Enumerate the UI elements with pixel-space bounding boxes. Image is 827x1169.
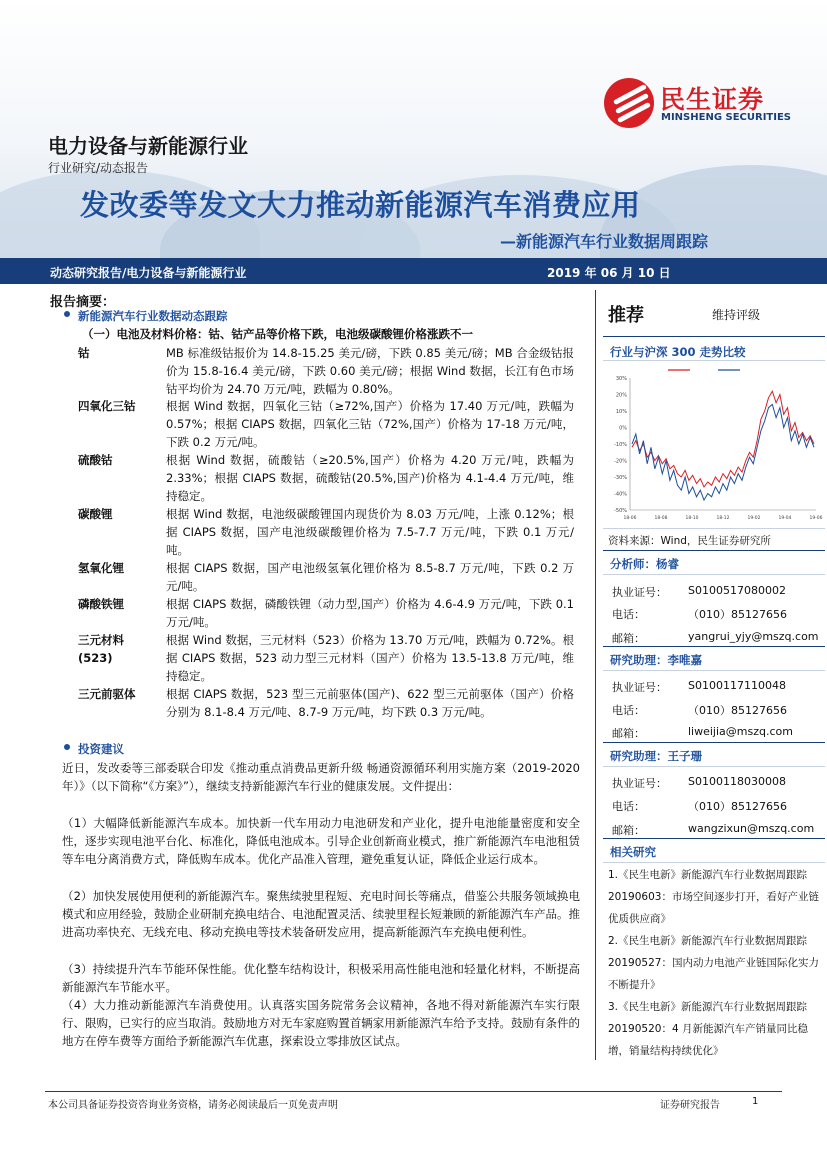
- assistant-email-link[interactable]: liweijia@mszq.com: [688, 725, 793, 738]
- price-item-desc: 根据 CIAPS 数据，523 型三元前驱体(国产)、622 型三元前驱体（国产）价格分别为 8.1-8.4 万元/吨、8.7-9 万元/吨，均下跌 0.3 万元/吨。: [166, 687, 574, 720]
- y-tick-label: 10%: [615, 409, 627, 415]
- y-tick-label: -30%: [614, 475, 627, 481]
- price-item-desc: MB 标准级钴报价为 14.8-15.25 美元/磅，下跌 0.85 美元/磅；MB 合金级钴报价为 15.8-16.4 美元/磅，下跌 0.60 美元/磅；根据 Wind 数据，长江有色市场钴平均价为 24.70 万元/吨，跌幅为 0.80%。: [166, 346, 574, 397]
- trend-chart: [606, 360, 824, 525]
- divider: [603, 550, 825, 551]
- logo-chinese-text: 民生证券: [660, 85, 765, 114]
- price-item-desc: 根据 Wind 数据，硫酸钴（≥20.5%,国产）价格为 4.20 万元/吨，跌幅为 2.33%；根据 CIAPS 数据，硫酸钴(20.5%,国产)价格为 4.1-4.4 万元/吨，维持稳定。: [166, 453, 574, 504]
- page-title: 发改委等发文大力推动新能源汽车消费应用: [80, 188, 641, 222]
- x-axis: [623, 515, 822, 521]
- x-tick-label: 18-08: [654, 516, 668, 521]
- assistant-key: 执业证号：: [612, 681, 667, 694]
- industry-title: 电力设备与新能源行业: [48, 134, 248, 158]
- related-heading: 相关研究: [610, 845, 656, 859]
- assistant-key: 电话：: [612, 800, 645, 813]
- price-item-name: 磷酸铁锂: [78, 597, 124, 611]
- price-item-desc: 根据 Wind 数据，三元材料（523）价格为 13.70 万元/吨，跌幅为 0.72%。根据 CIAPS 数据，523 动力型三元材料（国产）价格为 13.5-13.8 万元/吨，维持稳定。: [166, 633, 574, 684]
- body-paragraph: （2）加快发展使用便利的新能源汽车。聚焦续驶里程短、充电时间长等痛点，借鉴公共服务领域换电模式和应用经验，鼓励企业研制充换电结合、电池配置灵活、续驶里程长短兼顾的新能源汽车产品。推进高功率快充、无线充电、移动充换电等技术装备研发应用，提高新能源汽车充换电便利性。: [62, 889, 580, 940]
- page-number: 1: [752, 1096, 759, 1107]
- banner-category: 动态研究报告/电力设备与新能源行业: [50, 266, 247, 280]
- logo-english-text: MINSHENG SECURITIES: [661, 112, 791, 123]
- chart-source: 资料来源：Wind，民生证券研究所: [608, 535, 771, 547]
- price-item-name: 钴: [78, 346, 90, 360]
- price-item-name: 硫酸钴: [78, 453, 113, 467]
- price-item-name: 四氧化三钴: [78, 399, 136, 413]
- analyst-email-link[interactable]: yangrui_yjy@mszq.com: [688, 630, 819, 643]
- y-tick-label: -10%: [614, 442, 627, 448]
- analyst-key: 邮箱：: [612, 632, 645, 645]
- price-item-name: 三元前驱体: [78, 687, 136, 701]
- divider: [603, 528, 825, 529]
- divider: [603, 336, 825, 337]
- analyst-license: S0100517080002: [688, 584, 786, 597]
- analyst-key: 执业证号：: [612, 586, 667, 599]
- divider: [603, 646, 825, 647]
- y-tick-label: -50%: [614, 508, 627, 514]
- price-item-name: 氢氧化锂: [78, 561, 124, 575]
- divider: [603, 838, 825, 839]
- price-item-name: 三元材料(523): [78, 633, 124, 665]
- related-report-link[interactable]: 2.《民生电新》新能源汽车行业数据周跟踪 20190527：国内动力电池产业链国际化实力不断提升》: [608, 935, 819, 991]
- price-item-desc: 根据 Wind 数据，电池级碳酸锂国内现货价为 8.03 万元/吨，上涨 0.12%；根据 CIAPS 数据，国产电池级碳酸锂价格为 7.5-7.7 万元/吨，下跌 0.1 万元/吨。: [166, 507, 574, 558]
- assistant-heading: 研究助理：李唯嘉: [610, 653, 702, 667]
- report-type: 行业研究/动态报告: [48, 161, 149, 175]
- price-item-desc: 根据 CIAPS 数据，磷酸铁锂（动力型,国产）价格为 4.6-4.9 万元/吨，下跌 0.1 万元/吨。: [166, 597, 574, 630]
- assistant-email-link[interactable]: wangzixun@mszq.com: [688, 822, 815, 835]
- y-tick-label: 30%: [615, 376, 627, 382]
- assistant-key: 执业证号：: [612, 777, 667, 790]
- rating-value: 维持评级: [712, 308, 761, 322]
- analyst-key: 电话：: [612, 608, 645, 621]
- divider: [603, 862, 825, 863]
- analyst-phone: （010）85127656: [688, 608, 787, 621]
- footer-label: 证券研究报告: [660, 1100, 720, 1111]
- related-report-link[interactable]: 3.《民生电新》新能源汽车行业数据周跟踪 20190520：4 月新能源汽车产销量同比稳增，销量结构持续优化》: [608, 1001, 808, 1057]
- divider: [603, 766, 825, 767]
- column-divider: [595, 290, 596, 1060]
- x-tick-label: 19-04: [778, 516, 792, 521]
- x-tick-label: 19-02: [747, 516, 761, 521]
- y-tick-label: -20%: [614, 458, 627, 465]
- price-item-name: 碳酸锂: [78, 507, 113, 521]
- series-line: [632, 404, 814, 500]
- body-paragraph: （3）持续提升汽车节能环保性能。优化整车结构设计，积极采用高性能电池和轻量化材料，不断提高新能源汽车节能水平。: [62, 962, 580, 995]
- x-tick-label: 18-06: [623, 516, 637, 521]
- chart-heading: 行业与沪深 300 走势比较: [610, 345, 746, 359]
- assistant-phone: （010）85127656: [688, 704, 787, 717]
- logo-mark-icon: [604, 78, 654, 128]
- assistant-license: S0100117110048: [688, 679, 786, 692]
- series-line: [632, 391, 814, 487]
- analyst-heading: 分析师：杨睿: [610, 557, 679, 571]
- rating-title: 推荐: [608, 305, 644, 326]
- bullet-icon: [64, 311, 70, 317]
- body-paragraph: （1）大幅降低新能源汽车成本。加快新一代车用动力电池研发和产业化，提升电池能量密度和安全性，逐步实现电池平台化、标准化，降低电池成本。引导企业创新商业模式，推广新能源汽车电池租赁等车电分离消费方式，降低购车成本。优化产品准入管理，避免重复认证，降低企业运行成本。: [62, 816, 580, 867]
- assistant-heading: 研究助理：王子珊: [610, 749, 702, 763]
- y-tick-label: -40%: [614, 491, 627, 498]
- divider: [603, 574, 825, 575]
- footer-disclaimer: 本公司具备证券投资咨询业务资格，请务必阅读最后一页免责声明: [48, 1100, 338, 1111]
- footer-divider: [45, 1091, 782, 1092]
- body-paragraph: 近日，发改委等三部委联合印发《推动重点消费品更新升级 畅通资源循环利用实施方案（2019-2020 年）》（以下简称“《方案》”），继续支持新能源汽车行业的健康发展。文件提出：: [62, 761, 580, 794]
- assistant-key: 邮箱：: [612, 824, 645, 837]
- related-report-link[interactable]: 1.《民生电新》新能源汽车行业数据周跟踪 20190603：市场空间逐步打开，看好产业链优质供应商》: [608, 869, 819, 925]
- body-paragraph: （4）大力推动新能源汽车消费使用。认真落实国务院常务会议精神，各地不得对新能源汽车实行限行、限购，已实行的应当取消。鼓励地方对无车家庭购置首辆家用新能源汽车给予支持。鼓励有条件的地方在停车费等方面给予新能源汽车优惠，探索设立零排放区试点。: [62, 998, 580, 1049]
- section-title-investment: 投资建议: [78, 742, 124, 756]
- assistant-key: 邮箱：: [612, 727, 645, 740]
- divider: [603, 742, 825, 743]
- bullet-icon: [64, 744, 70, 750]
- brand-logo: [604, 78, 804, 128]
- y-tick-label: 0%: [619, 425, 627, 432]
- assistant-key: 电话：: [612, 704, 645, 717]
- assistant-phone: （010）85127656: [688, 800, 787, 813]
- x-tick-label: 18-10: [685, 516, 699, 521]
- x-tick-label: 18-12: [716, 516, 730, 521]
- price-item-desc: 根据 CIAPS 数据，国产电池级氢氧化锂价格为 8.5-8.7 万元/吨，下跌 0.2 万元/吨。: [166, 561, 574, 594]
- x-tick-label: 19-06: [809, 516, 823, 521]
- section-title-tracking: 新能源汽车行业数据动态跟踪: [78, 309, 228, 323]
- summary-label: 报告摘要：: [50, 295, 116, 310]
- divider: [603, 670, 825, 671]
- subsection-title-prices: （一）电池及材料价格：钴、钴产品等价格下跌，电池级碳酸锂价格涨跌不一: [82, 327, 473, 341]
- y-tick-label: 20%: [615, 392, 627, 399]
- page-subtitle: —新能源汽车行业数据周跟踪: [500, 232, 709, 251]
- chart-series: [632, 391, 814, 500]
- assistant-license: S0100118030008: [688, 775, 786, 788]
- price-item-desc: 根据 Wind 数据，四氧化三钴（≥72%,国产）价格为 17.40 万元/吨，跌幅为 0.57%；根据 CIAPS 数据，四氧化三钴（72%,国产）价格为 17-18 万元/吨，下跌 0.2 万元/吨。: [166, 399, 574, 450]
- report-date: 2019 年 06 月 10 日: [547, 266, 671, 280]
